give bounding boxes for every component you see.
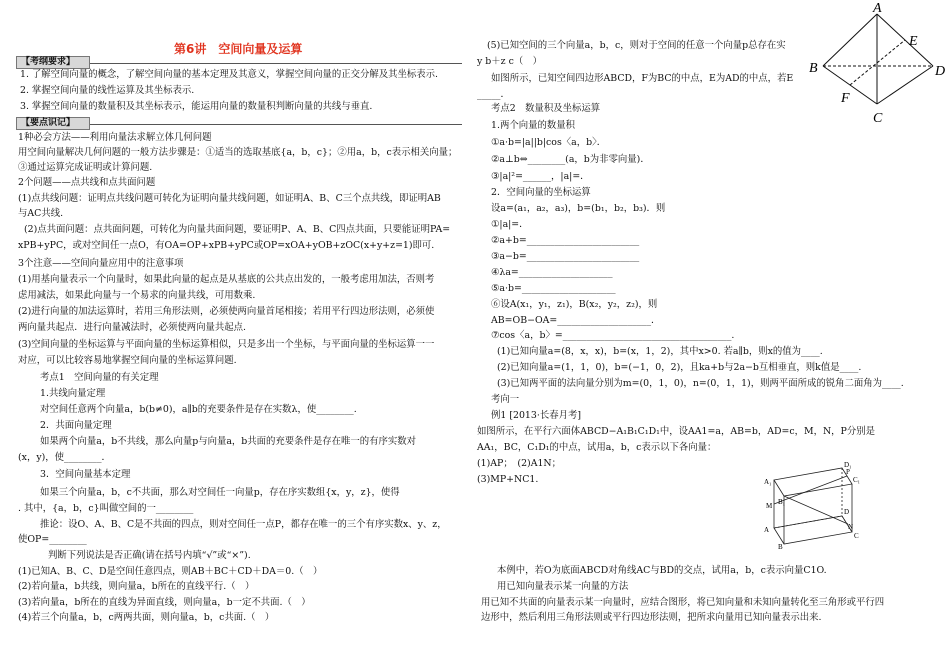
page-title: 第6讲 空间向量及运算 — [174, 42, 303, 56]
text-line: ④λa=____________________ — [491, 267, 613, 278]
midpoint-label: E — [909, 34, 918, 49]
text-line: (2)点共面问题：点共面问题，可转化为向量共面问题，要证明P、A、B、C四点共面，只要能证明PA= — [24, 224, 451, 235]
text-line: 2个问题——点共线和点共面问题 — [18, 177, 156, 188]
midpoint-label: N — [848, 523, 854, 531]
text-line: ③a−b=________________________ — [491, 251, 640, 262]
vertex-label: D — [844, 508, 850, 516]
text-line: 与AC共线. — [18, 208, 64, 219]
text-line: 如图所示，在平行六面体ABCD−A₁B₁C₁D₁中，设AA1=a，AB=b，AD=c，M，N，P分别是 — [477, 426, 875, 437]
section-tag-exam-requirements: 【考纲要求】 — [16, 56, 90, 69]
section-tag-key-points: 【要点识记】 — [16, 117, 90, 130]
text-line: (3)若向量a，b所在的直线为异面直线，则向量a，b一定不共面.（ ） — [18, 597, 311, 608]
midpoint-label: M — [766, 502, 773, 510]
text-line: 例1 [2013·长春月考] — [491, 410, 581, 421]
text-line: (4)若三个向量a，b，c两两共面，则向量a，b，c共面.（ ） — [18, 612, 275, 623]
text-line: (2)若向量a，b共线，则向量a，b所在的直线平行.（ ） — [18, 581, 255, 592]
text-line: (1)已知向量a=(8，x，x)，b=(x，1，2)，其中x>0. 若a∥b，则x的值为____. — [497, 346, 823, 357]
text-line: 设a=(a₁，a₂，a₃)，b=(b₁，b₂，b₃)．则 — [491, 203, 666, 214]
text-line: ③|a|²=______，|a|=． — [491, 171, 590, 182]
text-line: 判断下列说法是否正确(请在括号内填“√”或“×”). — [48, 550, 251, 561]
text-line: 如果三个向量a，b，c不共面，那么对空间任一向量p，存在序实数组{x，y，z}，使得 — [40, 487, 400, 498]
vertex-label: D₁ — [844, 461, 852, 469]
text-line: 如果两个向量a，b不共线，那么向量p与向量a，b共面的充要条件是存在唯一的有序实数对 — [40, 436, 417, 447]
vertex-label: A — [873, 1, 882, 16]
text-line: 用已知不共面的向量表示某一向量时，应结合图形，将已知向量和未知向量转化至三角形或平行四 — [481, 597, 885, 608]
text-line: (x，y)，使________． — [18, 452, 111, 463]
parallelepiped-figure — [760, 458, 860, 550]
text-line: (3)MP+NC1. — [477, 474, 539, 485]
text-line: _____． — [477, 89, 510, 100]
text-line: 用空间向量解决几何问题的一般方法步骤是：①适当的选取基底{a，b，c}；②用a，b，c表示相关向量； — [18, 147, 458, 158]
text-line: 1. 了解空间向量的概念，了解空间向量的基本定理及其意义，掌握空间向量的正交分解及其坐标表示. — [20, 69, 439, 80]
vertex-label: C — [873, 111, 883, 126]
text-line: (5)已知空间的三个向量a，b，c，则对于空间的任意一个向量p总存在实 — [487, 40, 786, 51]
text-line: 2．共面向量定理 — [40, 420, 112, 431]
text-line: (3)已知两平面的法向量分别为m=(0，1，0)，n=(0，1，1)，则两平面所成的锐角二面角为____. — [497, 378, 904, 389]
text-line: AB=OB−OA=____________________． — [491, 315, 661, 326]
text-line: 对应，可以比较容易地掌握空间向量的坐标运算问题. — [18, 355, 237, 366]
text-line: 1.共线向量定理 — [40, 388, 106, 399]
text-line: (1)AP； (2)A1N； — [477, 458, 562, 469]
text-line: 1种必会方法——利用向量法求解立体几何问题 — [18, 132, 212, 143]
text-line: ②a+b=________________________ — [491, 235, 640, 246]
text-line: (1)用基向量表示一个向量时，如果此向量的起点是从基底的公共点出发的，一般考虑用加法，否则考 — [18, 274, 435, 285]
text-line: ⑤a·b=____________________ — [491, 283, 616, 294]
text-line: xPB+yPC，或对空间任一点O，有OA=OP+xPB+yPC或OP=xOA+yOB+zOC(x+y+z=1)即可. — [18, 240, 435, 251]
vertex-label: B₁ — [778, 498, 786, 506]
text-line: (2)已知向量a=(1，1，0)，b=(−1，0，2)，且ka+b与2a−b互相垂直，则k值是____. — [497, 362, 862, 373]
text-line: (1)已知A、B、C、D是空间任意四点，则AB＋BC＋CD＋DA＝0.（ ） — [18, 566, 323, 577]
text-line: 3．空间向量基本定理 — [40, 469, 131, 480]
text-line: ②a⊥b⇔________(a，b为非零向量)． — [491, 154, 650, 165]
midpoint-label: F — [841, 91, 850, 106]
tetrahedron-figure — [805, 0, 950, 128]
text-line: . 其中，{a，b，c}叫做空间的一________ — [18, 503, 194, 514]
text-line: 推论：设O、A、B、C是不共面的四点，则对空间任一点P，都存在唯一的三个有序实数x、y、z， — [40, 519, 447, 530]
text-line: y b＋z c（ ） — [477, 56, 542, 67]
vertex-label: A₁ — [764, 478, 772, 486]
text-line: 3. 掌握空间向量的数量积及其坐标表示，能运用向量的数量积判断向量的共线与垂直. — [20, 101, 373, 112]
text-line: 考向一 — [491, 394, 520, 405]
text-line: ⑦cos〈a，b〉=____________________________________. — [491, 330, 735, 341]
text-line: 两向量共起点．进行向量减法时，必须使两向量共起点. — [18, 322, 246, 333]
text-line: ③通过运算完成证明或计算问题. — [18, 162, 153, 173]
text-line: (2)进行向量的加法运算时，若用三角形法则，必须使两向量首尾相接；若用平行四边形法则，必须使 — [18, 306, 435, 317]
text-line: 如图所示，已知空间四边形ABCD，F为BC的中点，E为AD的中点，若E — [491, 73, 794, 84]
text-line: ①a·b=|a||b|cos〈a，b〉． — [491, 137, 607, 148]
text-line: 边形中，然后利用三角形法则或平行四边形法则，把所求向量用已知向量表示出来. — [481, 612, 822, 623]
text-line: 1.两个向量的数量积 — [491, 120, 575, 131]
text-line: 使OP=________ — [18, 534, 87, 545]
vertex-label: C — [854, 532, 859, 540]
vertex-label: B — [809, 61, 818, 76]
text-line: 考点1 空间向量的有关定理 — [40, 372, 159, 383]
text-line: 2. 掌握空间向量的线性运算及其坐标表示. — [20, 85, 195, 96]
vertex-label: C₁ — [853, 476, 860, 484]
text-line: 本例中，若O为底面ABCD对角线AC与BD的交点，试用a，b，c表示向量C1O. — [497, 565, 827, 576]
text-line: 3个注意——空间向量应用中的注意事项 — [18, 258, 184, 269]
vertex-label: A — [764, 526, 770, 534]
text-line: (1)点共线问题：证明点共线问题可转化为证明向量共线问题，如证明A、B、C三个点共线，即证明AB — [18, 193, 441, 204]
text-line: ⑥设A(x₁，y₁，z₁)，B(x₂，y₂，z₂)，则 — [491, 299, 658, 310]
vertex-label: D — [935, 64, 946, 79]
vertex-label: B — [778, 543, 783, 550]
text-line: 对空间任意两个向量a，b(b≠0)，a∥b的充要条件是存在实数λ，使________. — [40, 404, 357, 415]
text-line: ①|a|=． — [491, 219, 529, 230]
midpoint-label: P — [846, 468, 850, 476]
text-line: 用已知向量表示某一向量的方法 — [497, 581, 629, 592]
text-line: (3)空间向量的坐标运算与平面向量的坐标运算相似，只是多出一个坐标，与平面向量的坐标运算一一 — [18, 339, 435, 350]
text-line: 考点2 数量积及坐标运算 — [491, 103, 601, 114]
text-line: 虑用减法，如果此向量与一个易求的向量共线，可用数乘. — [18, 290, 256, 301]
text-line: AA₁，BC，C₁D₁的中点，试用a，b，c表示以下各向量： — [477, 442, 717, 453]
text-line: 2．空间向量的坐标运算 — [491, 187, 591, 198]
